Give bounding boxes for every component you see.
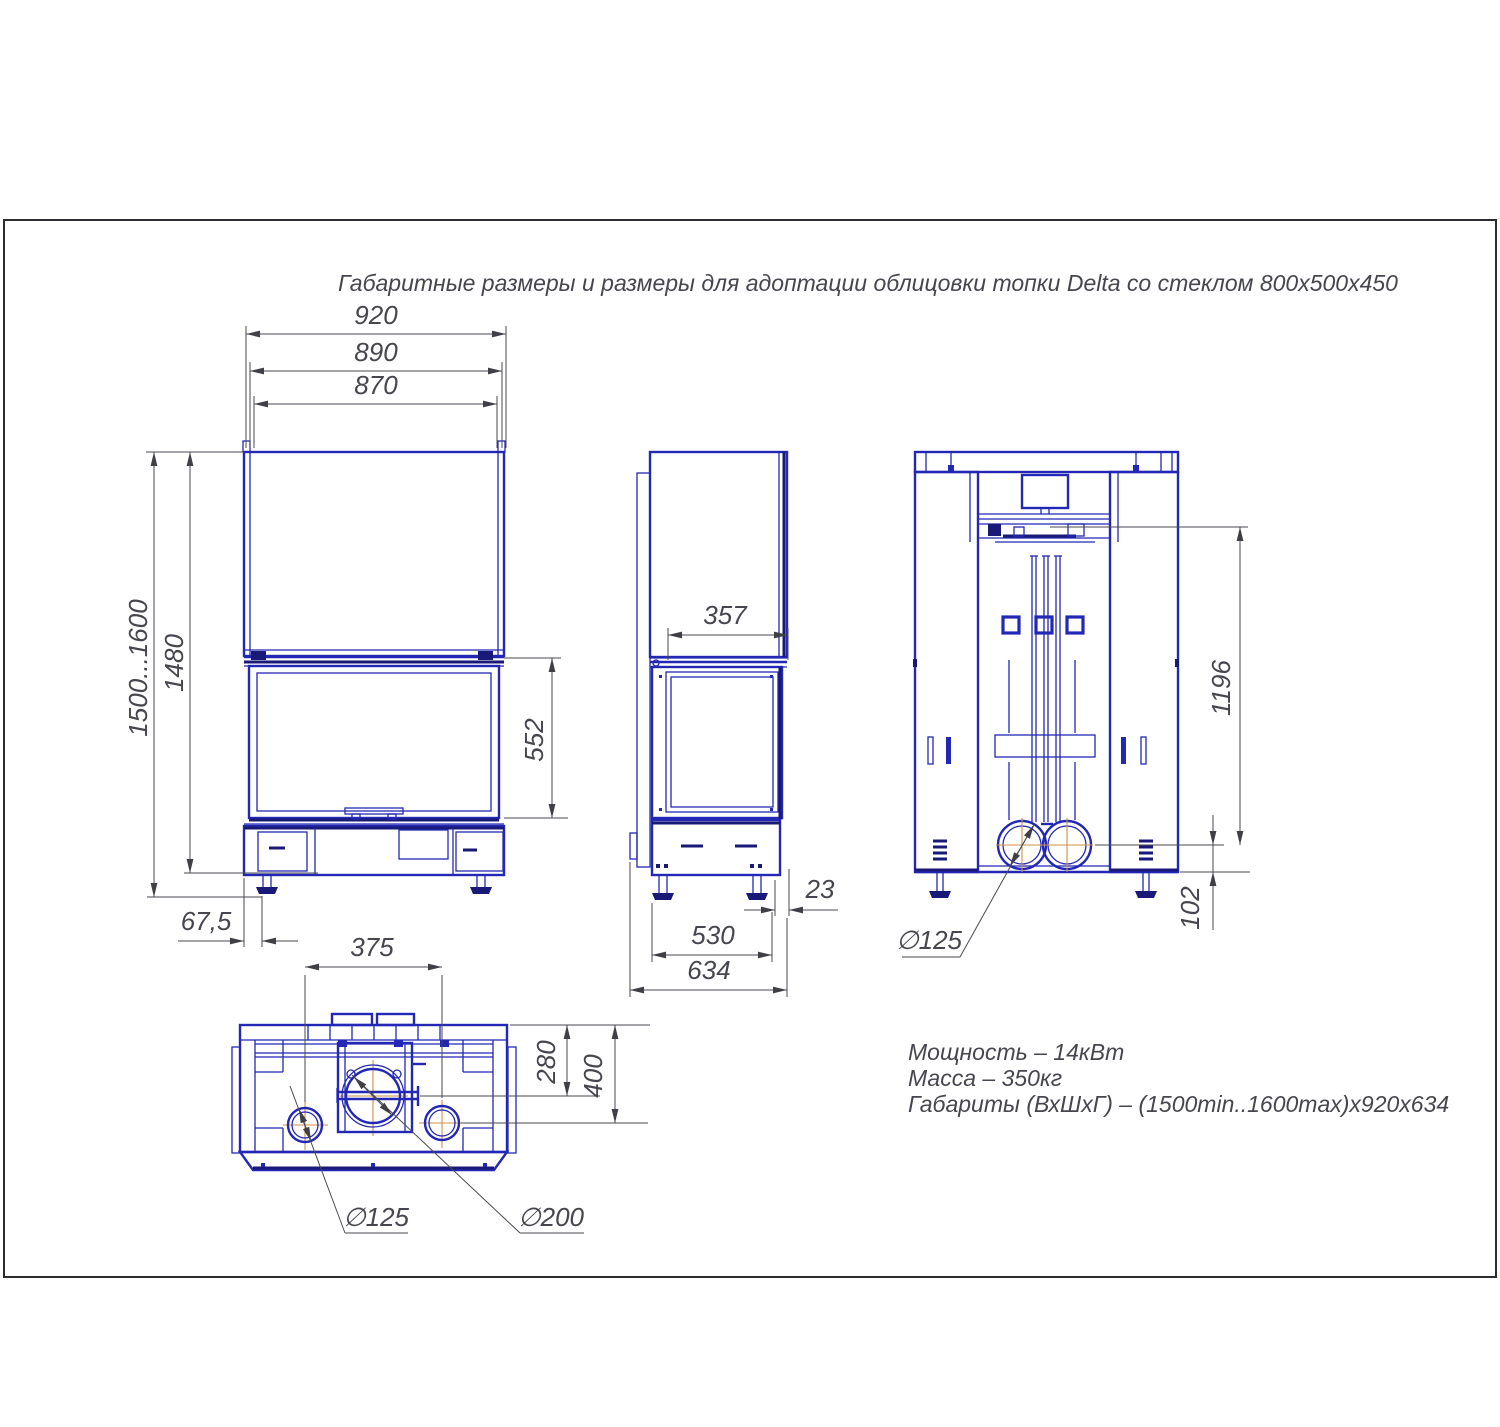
rear-pipe-diameter-label: ∅125 bbox=[895, 925, 963, 955]
front-height-range-label: 1500...1600 bbox=[123, 599, 153, 737]
side-view bbox=[630, 452, 838, 997]
front-foot-offset-label: 67,5 bbox=[180, 906, 232, 936]
rear-view bbox=[896, 452, 1250, 957]
front-mid-width-label: 890 bbox=[354, 337, 398, 367]
side-overall-depth-label: 634 bbox=[687, 955, 731, 985]
side-hood-depth-label: 357 bbox=[703, 600, 747, 630]
front-body-height-label: 1480 bbox=[159, 634, 189, 692]
rear-connection-ground-offset-label: 102 bbox=[1175, 886, 1205, 930]
spec-mass: Масса – 350кг bbox=[908, 1065, 1063, 1091]
front-glass-height-label: 552 bbox=[519, 718, 549, 762]
spec-power: Мощность – 14кВт bbox=[908, 1039, 1125, 1065]
top-pipe-diameter-label: ∅125 bbox=[342, 1202, 410, 1232]
top-flue-center-depth-label: 280 bbox=[531, 1040, 561, 1084]
spec-block bbox=[908, 1039, 1449, 1117]
side-view-dimensions bbox=[630, 600, 838, 997]
top-view-dimensions bbox=[290, 932, 650, 1233]
drawing-border bbox=[4, 220, 1496, 1277]
front-view bbox=[123, 300, 568, 947]
front-view-body bbox=[243, 441, 505, 894]
side-view-body bbox=[630, 452, 787, 900]
side-front-gap-label: 23 bbox=[805, 874, 835, 904]
top-pipe-span-label: 375 bbox=[350, 932, 394, 962]
top-view bbox=[232, 932, 650, 1233]
rear-view-body bbox=[913, 452, 1179, 898]
rear-view-centerlines bbox=[996, 818, 1093, 872]
front-overall-width-label: 920 bbox=[354, 300, 398, 330]
top-view-body bbox=[232, 1014, 516, 1170]
rear-connection-height-label: 1196 bbox=[1206, 660, 1236, 716]
spec-overall-dimensions: Габариты (ВхШхГ) – (1500min..1600max)x920x634 bbox=[908, 1091, 1450, 1117]
side-base-depth-label: 530 bbox=[691, 920, 735, 950]
front-inner-width-label: 870 bbox=[354, 370, 398, 400]
top-pipe-center-depth-label: 400 bbox=[578, 1054, 608, 1098]
drawing-title: Габаритные размеры и размеры для адоптации облицовки топки Delta со стеклом 800x500x450 bbox=[338, 270, 1398, 296]
top-flue-diameter-label: ∅200 bbox=[517, 1202, 585, 1232]
front-view-dimensions bbox=[123, 300, 568, 947]
